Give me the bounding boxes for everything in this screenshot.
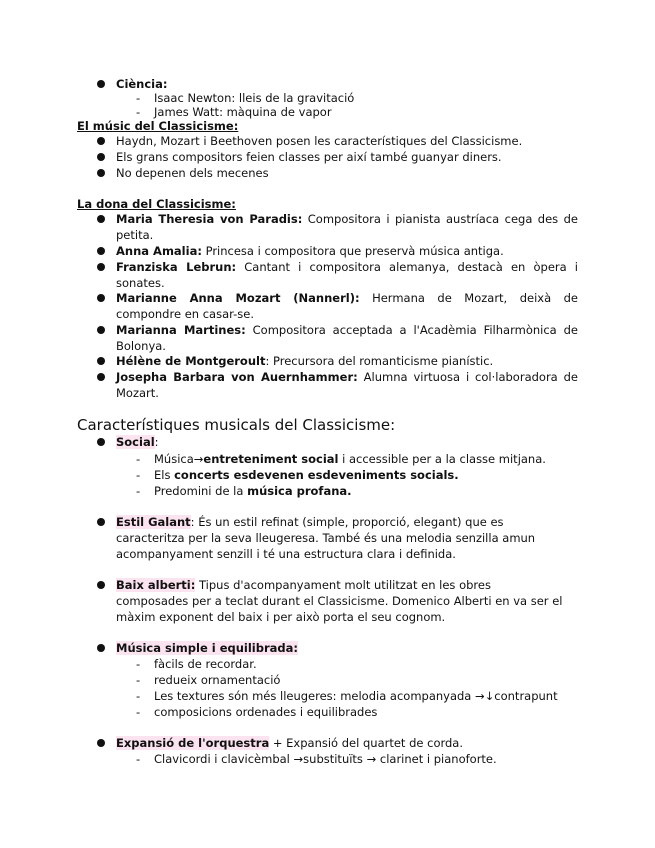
social-label: Social:	[116, 435, 159, 449]
bullet	[97, 438, 105, 446]
list-item: Josepha Barbara von Auernhammer: Alumna virtuosa i col·laboradora de	[116, 370, 579, 384]
list-item: Isaac Newton: lleis de la gravitació	[154, 91, 355, 105]
bullet	[97, 215, 105, 223]
bullet	[97, 137, 105, 145]
dash: -	[136, 657, 141, 671]
section-heading-caracteristiques: Característiques musicals del Classicisme:	[77, 416, 396, 434]
list-item: Els concerts esdevenen esdeveniments socials.	[154, 468, 459, 482]
bullet	[97, 581, 105, 589]
bullet	[97, 644, 105, 652]
list-item: Maria Theresia von Paradis: Compositora i pianista austríaca cega des de	[116, 212, 578, 226]
dash: -	[136, 752, 141, 766]
list-item: James Watt: màquina de vapor	[154, 105, 332, 119]
alberti-line: Baix alberti: Tipus d'acompanyament molt utilitzat en les obres	[116, 578, 491, 592]
list-item-cont: sonates.	[116, 276, 165, 290]
list-item: Hélène de Montgeroult: Precursora del romanticisme pianístic.	[116, 354, 494, 368]
galant-line: Estil Galant: És un estil refinat (simple, proporció, elegant) que es	[116, 515, 504, 529]
bullet	[97, 373, 105, 381]
alberti-line: màxim exponent del baix i per això porta el seu cognom.	[116, 610, 446, 624]
section-heading-dona: La dona del Classicisme:	[77, 197, 236, 211]
list-item: Les textures són més lleugeres: melodia acompanyada →↓contrapunt	[154, 689, 558, 703]
dash: -	[136, 484, 141, 498]
simple-label: Música simple i equilibrada:	[116, 641, 298, 655]
bullet	[97, 263, 105, 271]
list-item: Música→entreteniment social i accessible per a la classe mitjana.	[154, 452, 546, 466]
list-item: Marianne Anna Mozart (Nannerl): Hermana de Mozart, deixà de	[116, 291, 579, 305]
dash: -	[136, 705, 141, 719]
galant-line: caracteritza per la seva lleugeresa. També és una melodia senzilla amun	[116, 531, 536, 545]
galant-line: acompanyament senzill i té una estructura clara i definida.	[116, 547, 456, 561]
list-item: redueix ornamentació	[154, 673, 281, 687]
list-item-cont: Bolonya.	[116, 339, 166, 353]
dash: -	[136, 468, 141, 482]
bullet	[97, 739, 105, 747]
list-item: fàcils de recordar.	[154, 657, 257, 671]
bullet	[97, 357, 105, 365]
bullet	[97, 518, 105, 526]
list-item-cont: petita.	[116, 228, 154, 242]
orquestra-line: Expansió de l'orquestra + Expansió del quartet de corda.	[116, 736, 464, 750]
bullet	[97, 80, 105, 88]
bullet	[97, 326, 105, 334]
list-item: Anna Amalia: Princesa i compositora que preservà música antiga.	[116, 244, 504, 258]
list-item-cont: Mozart.	[116, 386, 159, 400]
bullet	[97, 294, 105, 302]
list-item: composicions ordenades i equilibrades	[154, 705, 378, 719]
bullet	[97, 153, 105, 161]
dash: -	[136, 689, 141, 703]
dash: -	[136, 91, 141, 105]
section-heading-music: El músic del Classicisme:	[77, 119, 239, 133]
list-item: Els grans compositors feien classes per així també guanyar diners.	[116, 150, 502, 164]
dash: -	[136, 452, 141, 466]
list-item: Marianna Martines: Compositora acceptada a l'Acadèmia Filharmònica de	[116, 323, 578, 337]
ciencia-label: Ciència:	[116, 77, 168, 91]
list-item: No depenen dels mecenes	[116, 166, 269, 180]
dash: -	[136, 105, 141, 119]
bullet	[97, 169, 105, 177]
alberti-line: composades per a teclat durant el Classicisme. Domenico Alberti en va ser el	[116, 594, 563, 608]
list-item: Predomini de la música profana.	[154, 484, 352, 498]
list-item: Haydn, Mozart i Beethoven posen les característiques del Classicisme.	[116, 134, 523, 148]
list-item: Clavicordi i clavicèmbal →substituïts → clarinet i pianoforte.	[154, 752, 497, 766]
list-item: Franziska Lebrun: Cantant i compositora alemanya, destacà en òpera i	[116, 260, 579, 274]
bullet	[97, 247, 105, 255]
dash: -	[136, 673, 141, 687]
list-item-cont: compondre en casar-se.	[116, 307, 254, 321]
